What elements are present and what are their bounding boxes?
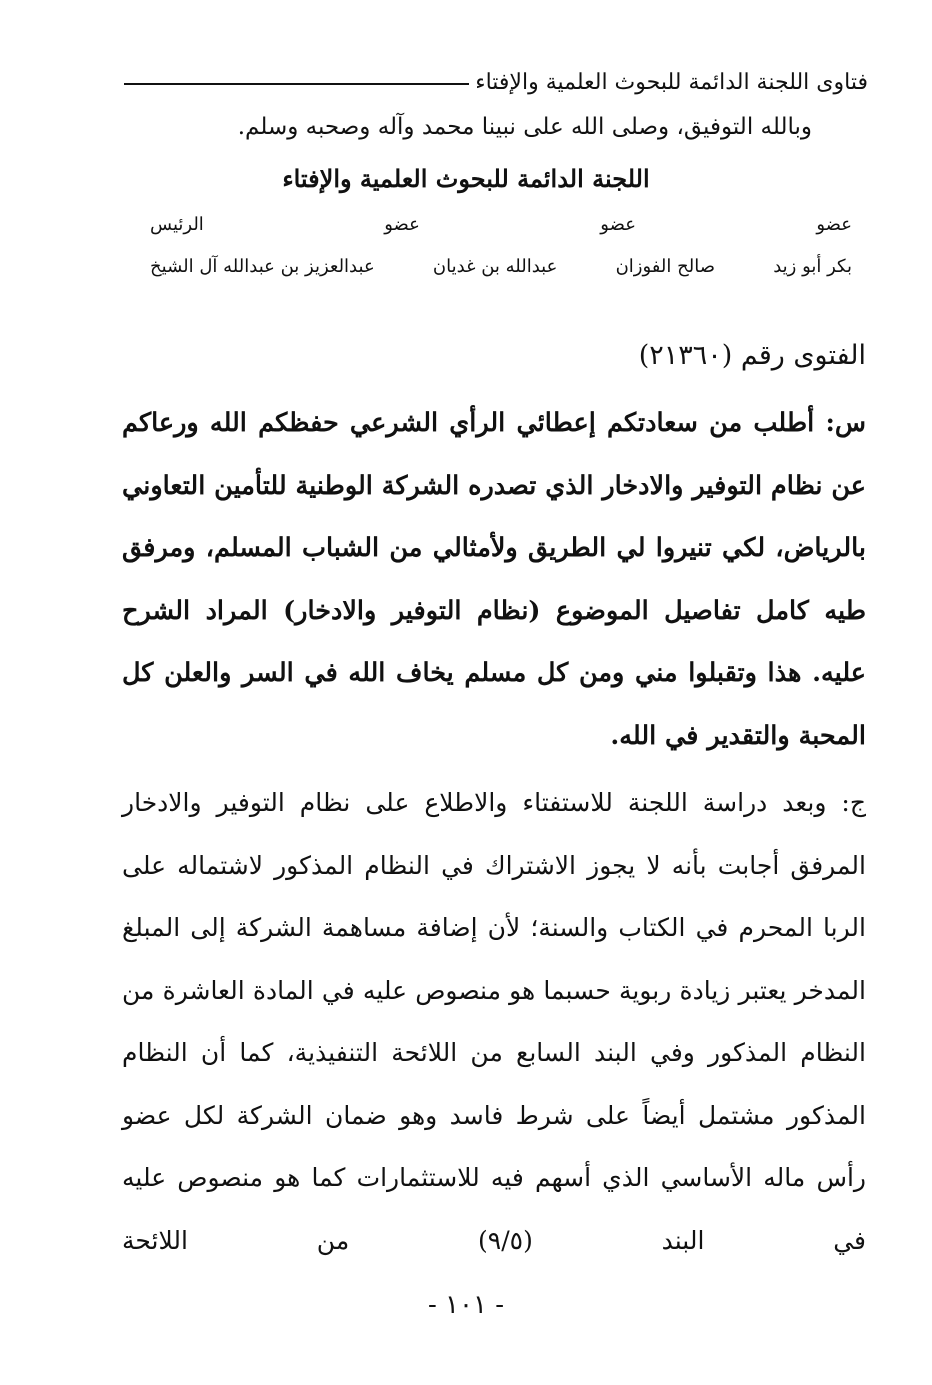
header-rule <box>124 83 469 85</box>
running-header-title: فتاوى اللجنة الدائمة للبحوث العلمية والإفتاء <box>475 69 868 95</box>
signatory-name: عبدالله بن غديان <box>432 256 558 277</box>
signatory-name: عبدالعزيز بن عبدالله آل الشيخ <box>150 256 375 277</box>
signatory-name: بكر أبو زيد <box>773 256 852 277</box>
signatory-roles <box>150 214 852 235</box>
closing-line: وبالله التوفيق، وصلى الله على نبينا محمد وآله وصحبه وسلم. <box>237 114 812 140</box>
page-number: - ١٠١ - <box>427 1290 505 1320</box>
signatory-names <box>150 256 852 277</box>
committee-title: اللجنة الدائمة للبحوث العلمية والإفتاء <box>282 164 650 193</box>
signatory-role: عضو <box>384 214 420 235</box>
signatory-name: صالح الفوزان <box>615 256 715 277</box>
question-paragraph: س: أطلب من سعادتكم إعطائي الرأي الشرعي حفظكم الله ورعاكم عن نظام التوفير والادخار الذي تصدره الشركة الوطنية للتأمين التعاوني بالرياض، لكي تنيروا لي الطريق ولأمثالي من الشباب المسلم، ومرفق طيه كامل تفاصيل الموضوع (نظام التوفير والادخار) المراد الشرح عليه. هذا وتقبلوا مني ومن كل مسلم يخاف الله في السر والعلن كل المحبة والتقدير في الله. <box>122 408 866 751</box>
signatory-role: الرئيس <box>150 214 204 235</box>
fatwa-number: الفتوى رقم (٢١٣٦٠) <box>638 340 866 371</box>
running-header <box>124 62 868 102</box>
answer-paragraph: ج: وبعد دراسة اللجنة للاستفتاء والاطلاع على نظام التوفير والادخار المرفق أجابت بأنه لا يجوز الاشتراك في النظام المذكور لاشتماله على الربا المحرم في الكتاب والسنة؛ لأن إضافة مساهمة الشركة إلى المبلغ المدخر يعتبر زيادة ربوية حسبما هو منصوص عليه في المادة العاشرة من النظام المذكور وفي البند السابع من اللائحة التنفيذية، كما أن النظام المذكور مشتمل أيضاً على شرط فاسد وهو ضمان الشركة لكل عضو رأس ماله الأساسي الذي أسهم فيه للاستثمارات كما هو منصوص عليه في البند (٩/٥) من اللائحة <box>122 788 866 1255</box>
signatory-role: عضو <box>816 214 852 235</box>
signatory-role: عضو <box>600 214 636 235</box>
